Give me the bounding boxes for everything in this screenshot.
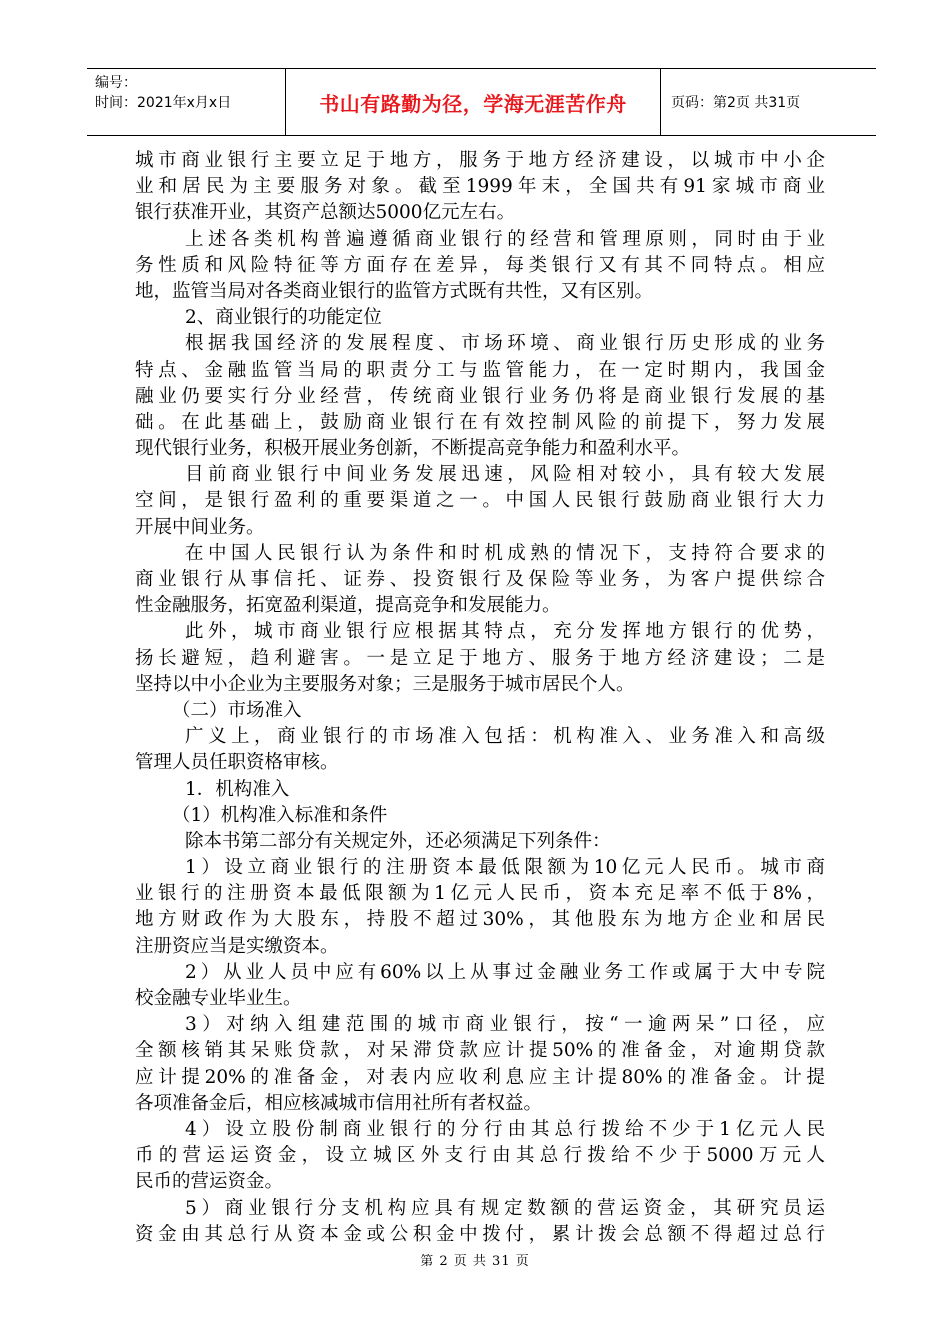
body-line: 现代银行业务，积极开展业务创新，不断提高竞争能力和盈利水平。 (135, 438, 691, 460)
document-body (135, 148, 825, 1248)
body-line: 性金融服务，拓宽盈利渠道，提高竞争和发展能力。 (135, 595, 561, 617)
body-line: 2、商业银行的功能定位 (185, 307, 382, 329)
body-line: 根据我国经济的发展程度、市场环境、商业银行历史形成的业务 (185, 333, 825, 355)
document-date: 时间：2021年x月x日 (95, 95, 232, 111)
body-line: 银行获准开业，其资产总额达5000亿元左右。 (135, 202, 516, 224)
body-line: 地方财政作为大股东，持股不超过30%，其他股东为地方企业和居民 (135, 909, 825, 931)
body-line: 在中国人民银行认为条件和时机成熟的情况下，支持符合要求的 (185, 542, 825, 564)
body-line: 目前商业银行中间业务发展迅速，风险相对较小，具有较大发展 (185, 464, 825, 486)
body-line: 商业银行从事信托、证券、投资银行及保险等业务，为客户提供综合 (135, 569, 825, 590)
body-line: 4）设立股份制商业银行的分行由其总行拨给不少于1亿元人民 (185, 1118, 825, 1140)
body-line: 1．机构准入 (185, 778, 290, 800)
body-line: 注册资应当是实缴资本。 (135, 935, 339, 957)
body-line: 城市商业银行主要立足于地方，服务于地方经济建设，以城市中小企 (135, 150, 825, 171)
body-line: 开展中间业务。 (135, 516, 265, 538)
body-line: 全额核销其呆账贷款，对呆滞贷款应计提50%的准备金，对逾期贷款 (135, 1040, 825, 1062)
body-line: 民币的营运资金。 (135, 1171, 284, 1193)
body-line: 5）商业银行分支机构应具有规定数额的营运资金，其研究员运 (185, 1197, 825, 1219)
body-line: 础。在此基础上，鼓励商业银行在有效控制风险的前提下，努力发展 (135, 411, 825, 433)
body-line: （二）市场准入 (172, 699, 302, 721)
body-line: 校金融专业毕业生。 (135, 988, 302, 1009)
body-line: 除本书第二部分有关规定外，还必须满足下列条件： (185, 830, 611, 852)
body-line: 扬长避短，趋利避害。一是立足于地方、服务于地方经济建设；二是 (135, 647, 825, 669)
header-meta (87, 69, 286, 135)
body-line: 1）设立商业银行的注册资本最低限额为10亿元人民币。城市商 (185, 857, 825, 879)
header-page-number: 页码：第2页 共31页 (671, 95, 801, 111)
body-line: 各项准备金后，相应核减城市信用社所有者权益。 (135, 1092, 543, 1114)
body-line: 业银行的注册资本最低限额为1亿元人民币，资本充足率不低于8%， (135, 883, 825, 905)
body-line: 此外，城市商业银行应根据其特点，充分发挥地方银行的优势， (185, 621, 825, 643)
body-line: 应计提20%的准备金，对表内应收利息应主计提80%的准备金。计提 (135, 1066, 825, 1088)
page-header (87, 68, 876, 136)
body-line: 融业仍要实行分业经营，传统商业银行业务仍将是商业银行发展的基 (135, 385, 825, 407)
body-line: 坚持以中小企业为主要服务对象；三是服务于城市居民个人。 (135, 673, 635, 695)
body-line: 务性质和风险特征等方面存在差异，每类银行又有其不同特点。相应 (135, 254, 825, 276)
page-footer: 第 2 页 共 31 页 (420, 1254, 530, 1269)
body-line: 币的营运运资金，设立城区外支行由其总行拨给不少于5000万元人 (135, 1145, 825, 1167)
header-motto: 书山有路勤为径，学海无涯苦作舟 (286, 69, 661, 135)
body-line: 资金由其总行从资本金或公积金中拨付，累计拨会总额不得超过总行 (135, 1223, 825, 1245)
body-line: 管理人员任职资格审核。 (135, 752, 339, 774)
body-line: 业和居民为主要服务对象。截至1999年末，全国共有91家城市商业 (135, 176, 825, 198)
body-line: （1）机构准入标准和条件 (172, 804, 388, 826)
body-line: 2）从业人员中应有60%以上从事过金融业务工作或属于大中专院 (185, 961, 825, 983)
document-number: 编号： (95, 75, 137, 91)
body-line: 空间，是银行盈利的重要渠道之一。中国人民银行鼓励商业银行大力 (135, 490, 825, 512)
body-line: 特点、金融监管当局的职责分工与监管能力，在一定时期内，我国金 (135, 359, 825, 381)
body-line: 地，监管当局对各类商业银行的监管方式既有共性，又有区别。 (135, 280, 654, 302)
body-line: 上述各类机构普遍遵循商业银行的经营和管理原则，同时由于业 (185, 228, 825, 250)
body-line: 广义上，商业银行的市场准入包括：机构准入、业务准入和高级 (185, 726, 825, 748)
body-line: 3）对纳入组建范围的城市商业银行，按“一逾两呆”口径，应 (185, 1014, 825, 1036)
